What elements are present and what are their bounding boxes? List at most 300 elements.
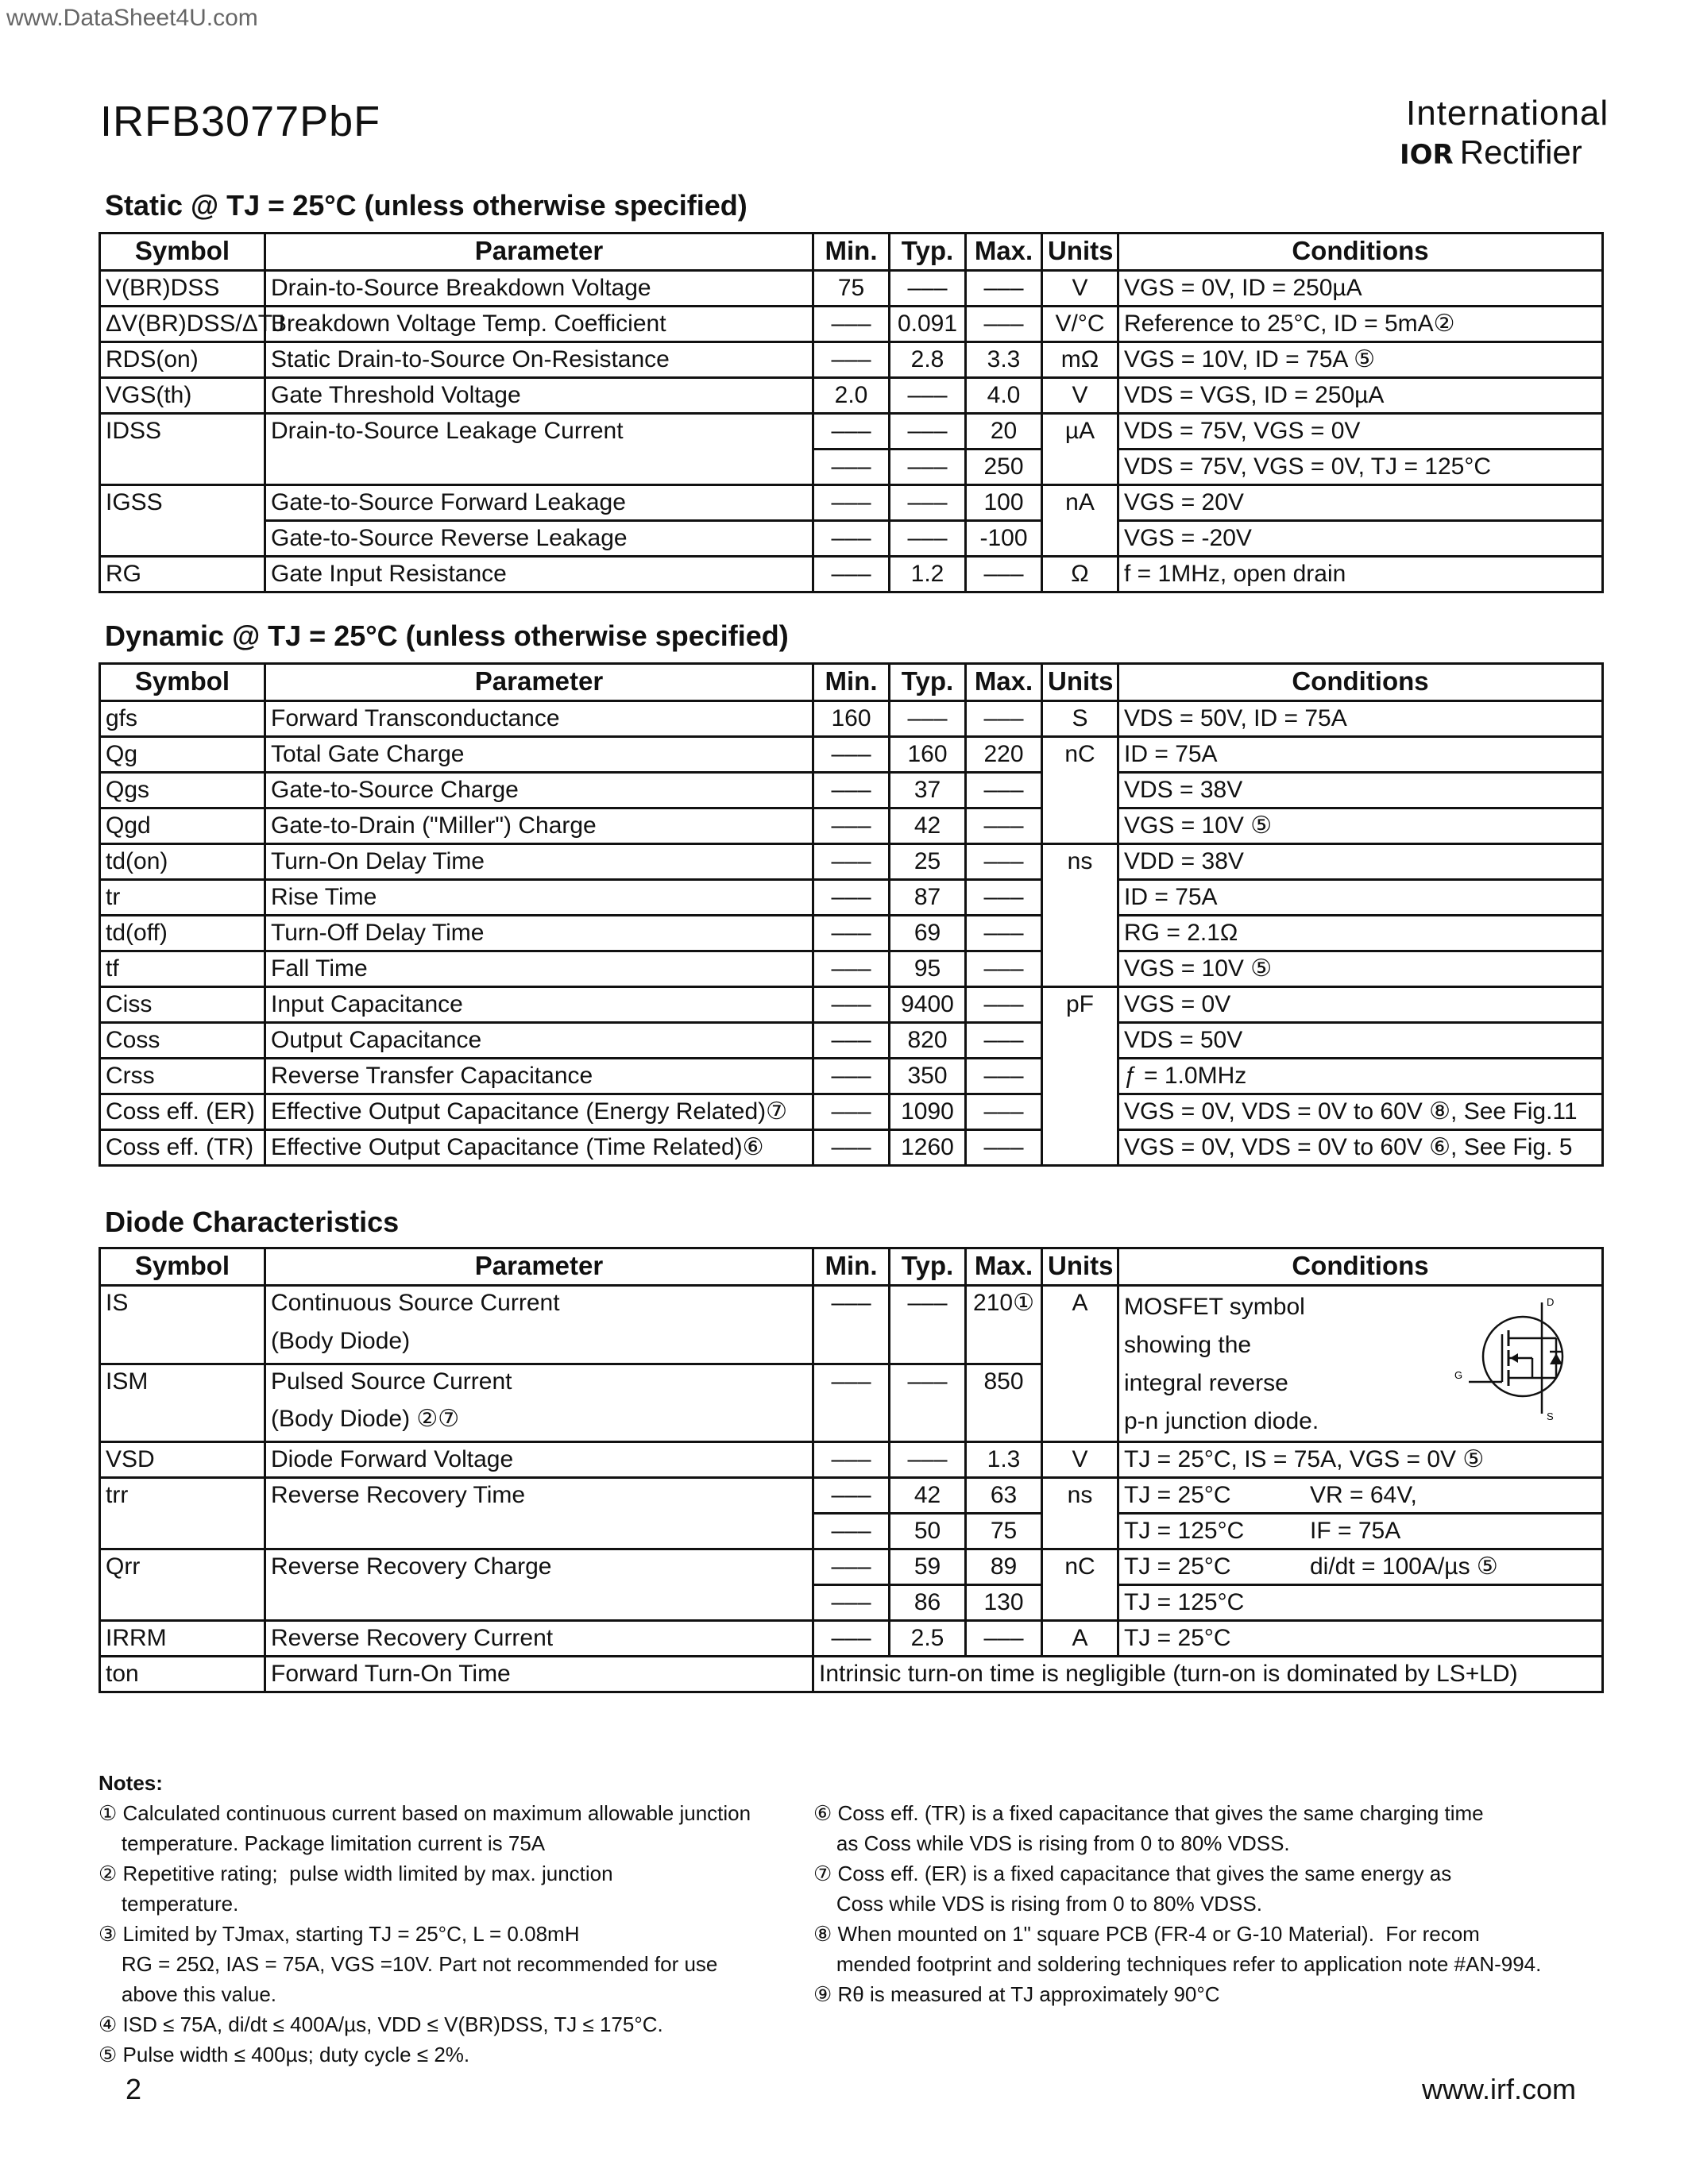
header-cell: Conditions [1118, 664, 1603, 701]
mosfet-text-1: MOSFET symbol [1124, 1294, 1305, 1320]
symbol-cell: tf [100, 951, 265, 987]
note-line: ⑨ Rθ is measured at TJ approximately 90°C [813, 1982, 1220, 2006]
units-cell [1042, 1585, 1118, 1621]
units-cell [1042, 808, 1118, 844]
note-line: above this value. [98, 1982, 277, 2006]
typ-cell: ––– [890, 1286, 966, 1325]
diode-table [98, 1247, 1604, 1693]
header-cell: Min. [813, 1248, 890, 1286]
symbol-cell: Qgd [100, 808, 265, 844]
symbol-cell: VSD [100, 1442, 265, 1478]
max-cell [966, 1325, 1042, 1364]
logo-line1: International [1406, 94, 1609, 133]
max-cell: 75 [966, 1514, 1042, 1549]
symbol-cell: IGSS [100, 485, 265, 521]
param-cell: Drain-to-Source Leakage Current [265, 414, 813, 450]
param-cell: Input Capacitance [265, 987, 813, 1023]
notes-left-column [98, 1798, 813, 2070]
max-cell: ––– [966, 307, 1042, 342]
symbol-cell: Coss [100, 1023, 265, 1059]
min-cell: ––– [813, 1621, 890, 1657]
param-cell: Effective Output Capacitance (Time Related)⑥ [265, 1130, 813, 1166]
note-line: ④ ISD ≤ 75A, di/dt ≤ 400A/µs, VDD ≤ V(BR)DSS, TJ ≤ 175°C. [98, 2012, 663, 2036]
param-cell: Pulsed Source Current [265, 1364, 813, 1403]
max-cell: 850 [966, 1364, 1042, 1403]
table-row [100, 378, 1603, 414]
table-row [100, 342, 1603, 378]
cond-cell: VGS = 10V, ID = 75A ⑤ [1118, 342, 1603, 378]
typ-cell: 42 [890, 808, 966, 844]
table-row [100, 737, 1603, 773]
table-row [100, 701, 1603, 737]
cond-trr-1: TJ = 25°C [1124, 1482, 1231, 1508]
max-cell: ––– [966, 951, 1042, 987]
min-cell: ––– [813, 880, 890, 916]
param-cell: Reverse Recovery Time [265, 1478, 813, 1514]
cond-cell: VDS = 75V, VGS = 0V [1118, 414, 1603, 450]
header-cell: Typ. [890, 1248, 966, 1286]
note-line: ⑦ Coss eff. (ER) is a fixed capacitance that gives the same energy as [813, 1862, 1452, 1885]
watermark: www.DataSheet4U.com [6, 5, 258, 31]
max-cell: 100 [966, 485, 1042, 521]
note-line: ② Repetitive rating; pulse width limited by max. junction [98, 1862, 613, 1885]
max-cell: 1.3 [966, 1442, 1042, 1478]
cond-cell: Intrinsic turn-on time is negligible (turn-on is dominated by LS+LD) [813, 1657, 1603, 1692]
min-cell: ––– [813, 521, 890, 557]
min-cell: 2.0 [813, 378, 890, 414]
max-cell: 4.0 [966, 378, 1042, 414]
typ-cell: 2.8 [890, 342, 966, 378]
cond-cell: TJ = 125°C [1118, 1585, 1603, 1621]
note-line: mended footprint and soldering techniques refer to application note #AN-994. [813, 1952, 1542, 1976]
typ-cell: 37 [890, 773, 966, 808]
diode-row-ton [100, 1657, 1603, 1692]
min-cell: ––– [813, 1094, 890, 1130]
header-cell: Max. [966, 1248, 1042, 1286]
symbol-cell: Ciss [100, 987, 265, 1023]
typ-cell: 95 [890, 951, 966, 987]
side-cond-didt: di/dt = 100A/µs ⑤ [1310, 1553, 1498, 1580]
symbol-cell: Coss eff. (ER) [100, 1094, 265, 1130]
min-cell: ––– [813, 951, 890, 987]
units-cell [1042, 1094, 1118, 1130]
max-cell: ––– [966, 701, 1042, 737]
units-cell [1042, 1364, 1118, 1403]
min-cell: ––– [813, 1286, 890, 1325]
header-cell: Max. [966, 664, 1042, 701]
units-cell: ns [1042, 1478, 1118, 1514]
units-cell [1042, 450, 1118, 485]
header-cell: Typ. [890, 233, 966, 271]
note-line: Coss while VDS is rising from 0 to 80% VDSS. [813, 1892, 1262, 1916]
side-cond-vr: VR = 64V, [1310, 1482, 1417, 1508]
note-line: RG = 25Ω, IAS = 75A, VGS =10V. Part not recommended for use [98, 1952, 718, 1976]
symbol-cell: RG [100, 557, 265, 592]
typ-cell: 69 [890, 916, 966, 951]
symbol-cell: Coss eff. (TR) [100, 1130, 265, 1166]
param-cell [265, 450, 813, 485]
typ-cell: 160 [890, 737, 966, 773]
cond-cell: VGS = 0V, VDS = 0V to 60V ⑥, See Fig. 5 [1118, 1130, 1603, 1166]
table-row [100, 485, 1603, 521]
cond-cell: VGS = -20V [1118, 521, 1603, 557]
max-cell: -100 [966, 521, 1042, 557]
min-cell: ––– [813, 773, 890, 808]
table-row [100, 1059, 1603, 1094]
notes-right-column [813, 1798, 1608, 2009]
typ-cell [890, 1325, 966, 1364]
param-cell: Gate-to-Source Reverse Leakage [265, 521, 813, 557]
param-cell: Effective Output Capacitance (Energy Related)⑦ [265, 1094, 813, 1130]
min-cell: ––– [813, 485, 890, 521]
mosfet-pin-d: D [1547, 1296, 1555, 1308]
units-cell: µA [1042, 414, 1118, 450]
typ-cell: 25 [890, 844, 966, 880]
table-row [100, 557, 1603, 592]
units-cell: S [1042, 701, 1118, 737]
symbol-cell: RDS(on) [100, 342, 265, 378]
param-cell: Fall Time [265, 951, 813, 987]
symbol-cell: ISM [100, 1364, 265, 1403]
max-cell: ––– [966, 880, 1042, 916]
units-cell [1042, 1514, 1118, 1549]
units-cell [1042, 1059, 1118, 1094]
param-cell [265, 1514, 813, 1549]
cond-cell [1118, 1478, 1603, 1514]
min-cell [813, 1325, 890, 1364]
cond-cell: Reference to 25°C, ID = 5mA② [1118, 307, 1603, 342]
note-line: ① Calculated continuous current based on maximum allowable junction [98, 1801, 751, 1825]
diode-row-is [100, 1286, 1603, 1325]
symbol-cell [100, 450, 265, 485]
header-cell: Conditions [1118, 1248, 1603, 1286]
typ-cell: 1260 [890, 1130, 966, 1166]
table-row [100, 773, 1603, 808]
units-cell [1042, 1325, 1118, 1364]
note-line: as Coss while VDS is rising from 0 to 80% VDSS. [813, 1831, 1290, 1855]
param-cell: Rise Time [265, 880, 813, 916]
units-cell [1042, 521, 1118, 557]
min-cell: ––– [813, 1364, 890, 1403]
max-cell: 220 [966, 737, 1042, 773]
cond-cell: VGS = 0V, ID = 250µA [1118, 271, 1603, 307]
symbol-cell [100, 1585, 265, 1621]
header-cell: Symbol [100, 233, 265, 271]
table-row [100, 987, 1603, 1023]
diode-row-irrm [100, 1621, 1603, 1657]
symbol-cell: gfs [100, 701, 265, 737]
header-cell: Parameter [265, 233, 813, 271]
symbol-cell [100, 1514, 265, 1549]
min-cell [813, 1403, 890, 1441]
typ-cell: 59 [890, 1549, 966, 1585]
static-table [98, 232, 1604, 593]
header-cell: Min. [813, 233, 890, 271]
max-cell: ––– [966, 987, 1042, 1023]
mosfet-text-3: integral reverse [1124, 1370, 1288, 1396]
units-cell: nA [1042, 485, 1118, 521]
symbol-cell: Qrr [100, 1549, 265, 1585]
header-cell: Parameter [265, 664, 813, 701]
units-cell: V [1042, 1442, 1118, 1478]
units-cell: nC [1042, 1549, 1118, 1585]
min-cell: ––– [813, 1023, 890, 1059]
cond-cell: RG = 2.1Ω [1118, 916, 1603, 951]
cond-cell [1118, 1549, 1603, 1585]
cond-cell: VDD = 38V [1118, 844, 1603, 880]
min-cell: ––– [813, 737, 890, 773]
max-cell: ––– [966, 1023, 1042, 1059]
diode-row-qrr-2 [100, 1585, 1603, 1621]
table-row [100, 916, 1603, 951]
max-cell: 20 [966, 414, 1042, 450]
min-cell: 160 [813, 701, 890, 737]
max-cell: ––– [966, 773, 1042, 808]
symbol-cell [100, 521, 265, 557]
static-header-row [100, 233, 1603, 271]
diode-row-qrr [100, 1549, 1603, 1585]
typ-cell: 0.091 [890, 307, 966, 342]
cond-cell [1118, 1514, 1603, 1549]
logo-line2 [1400, 133, 1582, 172]
min-cell: ––– [813, 987, 890, 1023]
param-cell: Turn-Off Delay Time [265, 916, 813, 951]
cond-cell: VGS = 20V [1118, 485, 1603, 521]
min-cell: ––– [813, 557, 890, 592]
units-cell: A [1042, 1286, 1118, 1325]
typ-cell: 42 [890, 1478, 966, 1514]
min-cell: ––– [813, 1059, 890, 1094]
note-line: ⑧ When mounted on 1" square PCB (FR-4 or G-10 Material). For recom [813, 1922, 1480, 1946]
max-cell: ––– [966, 271, 1042, 307]
side-cond-if: IF = 75A [1310, 1518, 1401, 1544]
cond-cell: ID = 75A [1118, 880, 1603, 916]
symbol-cell: ΔV(BR)DSS/ΔTJ [100, 307, 265, 342]
table-row [100, 1094, 1603, 1130]
symbol-cell [100, 1325, 265, 1364]
symbol-cell: Qg [100, 737, 265, 773]
cond-cell: ƒ = 1.0MHz [1118, 1059, 1603, 1094]
typ-cell: 1090 [890, 1094, 966, 1130]
table-row [100, 1023, 1603, 1059]
max-cell: ––– [966, 1621, 1042, 1657]
param-cell: Reverse Recovery Charge [265, 1549, 813, 1585]
mosfet-pin-g: G [1454, 1369, 1463, 1381]
dynamic-table [98, 662, 1604, 1167]
units-cell [1042, 951, 1118, 987]
header-cell: Min. [813, 664, 890, 701]
part-number: IRFB3077PbF [100, 98, 381, 145]
header-cell: Symbol [100, 664, 265, 701]
units-cell [1042, 916, 1118, 951]
table-row [100, 880, 1603, 916]
units-cell: Ω [1042, 557, 1118, 592]
units-cell [1042, 1023, 1118, 1059]
mosfet-text-4: p-n junction diode. [1124, 1408, 1319, 1434]
symbol-cell: Crss [100, 1059, 265, 1094]
typ-cell: ––– [890, 414, 966, 450]
typ-cell: 86 [890, 1585, 966, 1621]
typ-cell [890, 1403, 966, 1441]
max-cell: ––– [966, 916, 1042, 951]
diode-row-trr [100, 1478, 1603, 1514]
table-row [100, 450, 1603, 485]
param-cell: Diode Forward Voltage [265, 1442, 813, 1478]
cond-qrr-1: TJ = 25°C [1124, 1553, 1231, 1580]
param-cell: Forward Transconductance [265, 701, 813, 737]
units-cell [1042, 880, 1118, 916]
diode-title: Diode Characteristics [105, 1206, 400, 1238]
units-cell: mΩ [1042, 342, 1118, 378]
logo-word: Rectifier [1459, 133, 1582, 171]
note-line: temperature. [98, 1892, 239, 1916]
min-cell: ––– [813, 1478, 890, 1514]
max-cell: 130 [966, 1585, 1042, 1621]
units-cell [1042, 1130, 1118, 1166]
min-cell: ––– [813, 1130, 890, 1166]
symbol-cell: td(off) [100, 916, 265, 951]
typ-cell: ––– [890, 1364, 966, 1403]
header-cell: Units [1042, 664, 1118, 701]
typ-cell: 1.2 [890, 557, 966, 592]
units-cell: V [1042, 271, 1118, 307]
table-row [100, 844, 1603, 880]
dynamic-header-row [100, 664, 1603, 701]
cond-trr-2: TJ = 125°C [1124, 1518, 1245, 1544]
table-row [100, 414, 1603, 450]
header-cell: Conditions [1118, 233, 1603, 271]
param-cell: Gate Input Resistance [265, 557, 813, 592]
symbol-cell [100, 1403, 265, 1441]
mosfet-pin-s: S [1547, 1410, 1554, 1422]
table-row [100, 307, 1603, 342]
header-cell: Units [1042, 1248, 1118, 1286]
symbol-cell: VGS(th) [100, 378, 265, 414]
header-cell: Parameter [265, 1248, 813, 1286]
dynamic-title: Dynamic @ TJ = 25°C (unless otherwise specified) [105, 619, 789, 652]
note-line: ③ Limited by TJmax, starting TJ = 25°C, L = 0.08mH [98, 1922, 580, 1946]
max-cell: 3.3 [966, 342, 1042, 378]
units-cell: V/°C [1042, 307, 1118, 342]
min-cell: ––– [813, 808, 890, 844]
units-cell: nC [1042, 737, 1118, 773]
table-row [100, 808, 1603, 844]
note-line: ⑤ Pulse width ≤ 400µs; duty cycle ≤ 2%. [98, 2043, 470, 2066]
param-cell: Total Gate Charge [265, 737, 813, 773]
static-title: Static @ TJ = 25°C (unless otherwise specified) [105, 189, 747, 222]
cond-cell: TJ = 25°C [1118, 1621, 1603, 1657]
typ-cell: ––– [890, 378, 966, 414]
units-cell: V [1042, 378, 1118, 414]
param-cell: (Body Diode) [265, 1325, 813, 1364]
min-cell: ––– [813, 1514, 890, 1549]
min-cell: 75 [813, 271, 890, 307]
min-cell: ––– [813, 916, 890, 951]
typ-cell: 87 [890, 880, 966, 916]
typ-cell: ––– [890, 271, 966, 307]
footer-url: www.irf.com [1422, 2073, 1577, 2105]
min-cell: ––– [813, 844, 890, 880]
cond-cell [1118, 1286, 1603, 1442]
symbol-cell: trr [100, 1478, 265, 1514]
notes [98, 1768, 1608, 2066]
max-cell: 210① [966, 1286, 1042, 1325]
symbol-cell: IRRM [100, 1621, 265, 1657]
max-cell: 89 [966, 1549, 1042, 1585]
max-cell: ––– [966, 1130, 1042, 1166]
cond-cell: VDS = VGS, ID = 250µA [1118, 378, 1603, 414]
max-cell: ––– [966, 808, 1042, 844]
max-cell: 250 [966, 450, 1042, 485]
param-cell: Reverse Transfer Capacitance [265, 1059, 813, 1094]
notes-heading: Notes: [98, 1771, 163, 1795]
mosfet-text-2: showing the [1124, 1332, 1252, 1358]
min-cell: ––– [813, 342, 890, 378]
cond-cell: VGS = 0V [1118, 987, 1603, 1023]
cond-cell: ID = 75A [1118, 737, 1603, 773]
cond-cell: f = 1MHz, open drain [1118, 557, 1603, 592]
typ-cell: ––– [890, 450, 966, 485]
param-cell: Output Capacitance [265, 1023, 813, 1059]
note-line: ⑥ Coss eff. (TR) is a fixed capacitance that gives the same charging time [813, 1801, 1484, 1825]
typ-cell: ––– [890, 701, 966, 737]
diode-row-trr-2 [100, 1514, 1603, 1549]
table-row [100, 1130, 1603, 1166]
param-cell: Continuous Source Current [265, 1286, 813, 1325]
units-cell: ns [1042, 844, 1118, 880]
max-cell: 63 [966, 1478, 1042, 1514]
min-cell: ––– [813, 1442, 890, 1478]
typ-cell: ––– [890, 521, 966, 557]
page-number: 2 [126, 2073, 142, 2105]
param-cell: Gate-to-Drain ("Miller") Charge [265, 808, 813, 844]
typ-cell: 350 [890, 1059, 966, 1094]
symbol-cell: IS [100, 1286, 265, 1325]
table-row [100, 951, 1603, 987]
cond-cell: VGS = 10V ⑤ [1118, 808, 1603, 844]
note-line: temperature. Package limitation current is 75A [98, 1831, 546, 1855]
param-cell: Static Drain-to-Source On-Resistance [265, 342, 813, 378]
cond-cell: VDS = 50V, ID = 75A [1118, 701, 1603, 737]
max-cell: ––– [966, 557, 1042, 592]
typ-cell: ––– [890, 485, 966, 521]
logo-mark: IOR [1400, 139, 1454, 171]
symbol-cell: ton [100, 1657, 265, 1692]
cond-cell: VDS = 75V, VGS = 0V, TJ = 125°C [1118, 450, 1603, 485]
param-cell: Reverse Recovery Current [265, 1621, 813, 1657]
min-cell: ––– [813, 414, 890, 450]
typ-cell: 50 [890, 1514, 966, 1549]
typ-cell: 9400 [890, 987, 966, 1023]
param-cell: Gate-to-Source Forward Leakage [265, 485, 813, 521]
min-cell: ––– [813, 307, 890, 342]
param-cell [265, 1585, 813, 1621]
max-cell: ––– [966, 844, 1042, 880]
cond-cell: VGS = 10V ⑤ [1118, 951, 1603, 987]
units-cell: A [1042, 1621, 1118, 1657]
max-cell [966, 1403, 1042, 1441]
header-cell: Symbol [100, 1248, 265, 1286]
param-cell: Gate Threshold Voltage [265, 378, 813, 414]
units-cell [1042, 1403, 1118, 1441]
min-cell: ––– [813, 450, 890, 485]
param-cell: Turn-On Delay Time [265, 844, 813, 880]
param-cell: Breakdown Voltage Temp. Coefficient [265, 307, 813, 342]
param-cell: Drain-to-Source Breakdown Voltage [265, 271, 813, 307]
typ-cell: 2.5 [890, 1621, 966, 1657]
units-cell [1042, 773, 1118, 808]
symbol-cell: V(BR)DSS [100, 271, 265, 307]
